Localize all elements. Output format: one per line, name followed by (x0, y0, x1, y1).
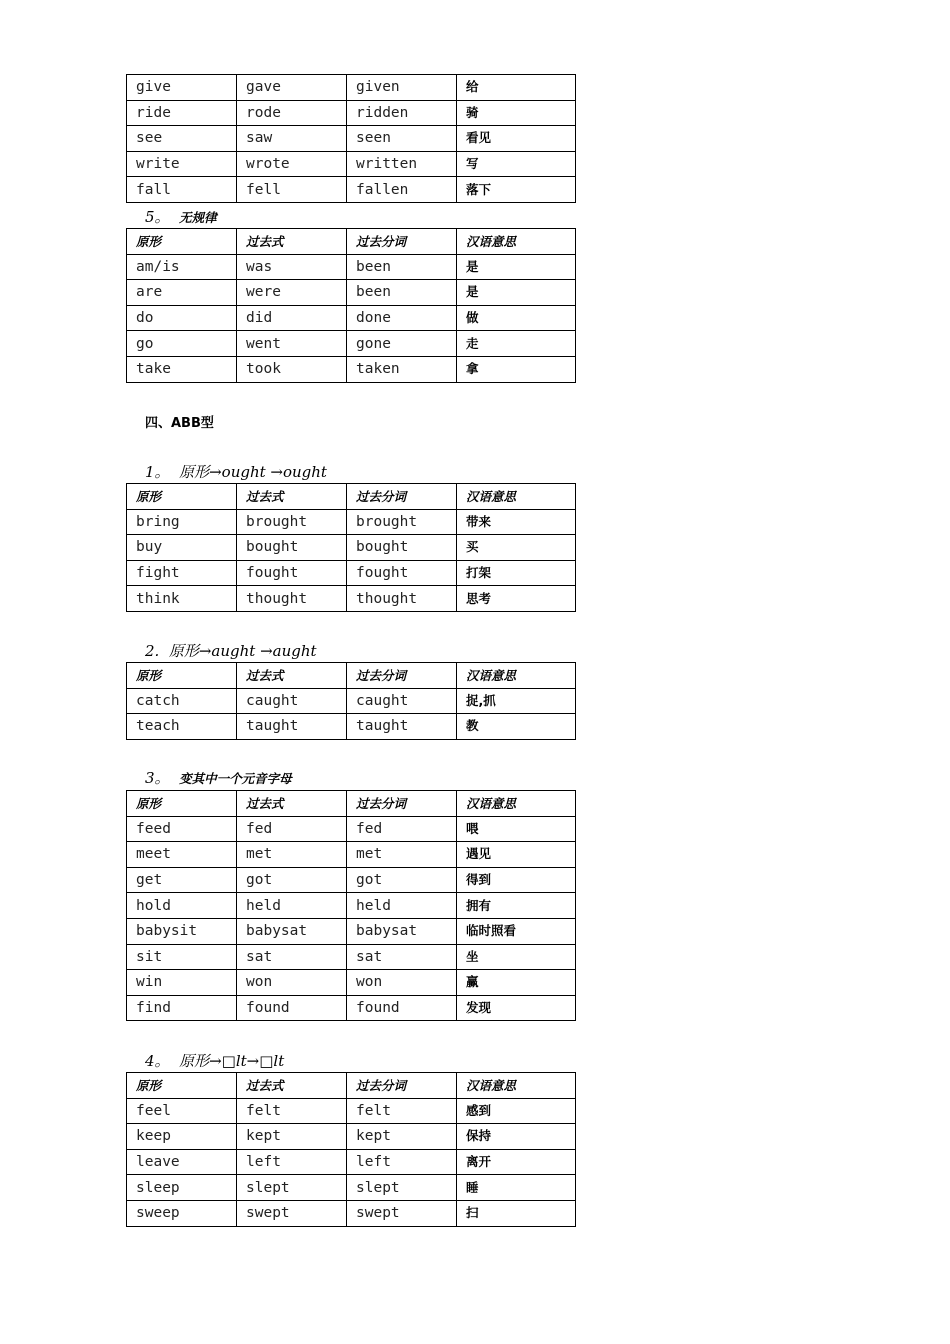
base-form-cell: go (127, 331, 237, 357)
past-participle-cell: given (347, 75, 457, 101)
table-header-row (127, 229, 576, 255)
base-form-cell: leave (127, 1149, 237, 1175)
table-row (127, 1098, 576, 1124)
verb-table-irregular (126, 228, 576, 383)
base-form-cell: bring (127, 509, 237, 535)
meaning-cell: 扫 (457, 1200, 576, 1226)
table-row (127, 75, 576, 101)
meaning-cell: 打架 (457, 560, 576, 586)
section-number: 5。 (145, 208, 170, 226)
header-base-form: 原形 (127, 484, 237, 510)
meaning-cell: 临时照看 (457, 918, 576, 944)
past-tense-cell: slept (237, 1175, 347, 1201)
base-form-cell: find (127, 995, 237, 1021)
table-row (127, 509, 576, 535)
past-participle-cell: slept (347, 1175, 457, 1201)
past-tense-cell: rode (237, 100, 347, 126)
table-row (127, 535, 576, 561)
meaning-cell: 是 (457, 254, 576, 280)
base-form-cell: sit (127, 944, 237, 970)
base-form-cell: get (127, 867, 237, 893)
header-meaning: 汉语意思 (457, 1073, 576, 1099)
meaning-cell: 捉,抓 (457, 688, 576, 714)
table-row (127, 151, 576, 177)
meaning-cell: 看见 (457, 126, 576, 152)
table-header-row (127, 663, 576, 689)
past-participle-cell: brought (347, 509, 457, 535)
meaning-cell: 给 (457, 75, 576, 101)
verb-table-vowel-change (126, 790, 576, 1021)
table-row (127, 100, 576, 126)
past-participle-cell: sat (347, 944, 457, 970)
past-tense-cell: were (237, 280, 347, 306)
header-past-participle: 过去分词 (347, 663, 457, 689)
base-form-cell: fall (127, 177, 237, 203)
past-participle-cell: done (347, 305, 457, 331)
past-participle-cell: babysat (347, 918, 457, 944)
table-row (127, 356, 576, 382)
meaning-cell: 做 (457, 305, 576, 331)
header-past-participle: 过去分词 (347, 1073, 457, 1099)
past-participle-cell: thought (347, 586, 457, 612)
past-participle-cell: caught (347, 688, 457, 714)
past-participle-cell: met (347, 842, 457, 868)
meaning-cell: 得到 (457, 867, 576, 893)
meaning-cell: 离开 (457, 1149, 576, 1175)
past-participle-cell: felt (347, 1098, 457, 1124)
base-form-cell: write (127, 151, 237, 177)
table-row (127, 944, 576, 970)
meaning-cell: 落下 (457, 177, 576, 203)
header-base-form: 原形 (127, 1073, 237, 1099)
meaning-cell: 坐 (457, 944, 576, 970)
past-participle-cell: won (347, 970, 457, 996)
table-row (127, 970, 576, 996)
table-header-row (127, 791, 576, 817)
meaning-cell: 教 (457, 714, 576, 740)
section-title: 无规律 (179, 210, 217, 225)
meaning-cell: 骑 (457, 100, 576, 126)
base-form-cell: are (127, 280, 237, 306)
past-participle-cell: got (347, 867, 457, 893)
table-row (127, 586, 576, 612)
section-number: 2. (145, 642, 160, 660)
verb-table-lt (126, 1072, 576, 1227)
past-tense-cell: bought (237, 535, 347, 561)
part-title: 四、ABB型 (145, 416, 214, 431)
table-row (127, 1124, 576, 1150)
header-past-tense: 过去式 (237, 663, 347, 689)
base-form-cell: meet (127, 842, 237, 868)
section-number: 1。 (145, 463, 170, 481)
past-tense-cell: gave (237, 75, 347, 101)
past-tense-cell: babysat (237, 918, 347, 944)
base-form-cell: hold (127, 893, 237, 919)
past-tense-cell: took (237, 356, 347, 382)
base-form-cell: am/is (127, 254, 237, 280)
past-tense-cell: met (237, 842, 347, 868)
table-row (127, 1149, 576, 1175)
base-form-cell: feed (127, 816, 237, 842)
past-participle-cell: been (347, 254, 457, 280)
section-number: 3。 (145, 769, 170, 787)
table-row (127, 254, 576, 280)
past-tense-cell: left (237, 1149, 347, 1175)
past-tense-cell: fed (237, 816, 347, 842)
meaning-cell: 发现 (457, 995, 576, 1021)
past-tense-cell: found (237, 995, 347, 1021)
past-tense-cell: wrote (237, 151, 347, 177)
table-header-row (127, 1073, 576, 1099)
table-row (127, 1175, 576, 1201)
meaning-cell: 保持 (457, 1124, 576, 1150)
meaning-cell: 拥有 (457, 893, 576, 919)
past-tense-cell: fought (237, 560, 347, 586)
header-meaning: 汉语意思 (457, 663, 576, 689)
past-tense-cell: kept (237, 1124, 347, 1150)
meaning-cell: 遇见 (457, 842, 576, 868)
header-past-tense: 过去式 (237, 484, 347, 510)
section-heading-aught (145, 640, 317, 661)
meaning-cell: 走 (457, 331, 576, 357)
past-participle-cell: found (347, 995, 457, 1021)
section-title: 变其中一个元音字母 (179, 771, 292, 786)
header-meaning: 汉语意思 (457, 484, 576, 510)
base-form-cell: teach (127, 714, 237, 740)
table-row (127, 714, 576, 740)
past-participle-cell: fallen (347, 177, 457, 203)
meaning-cell: 感到 (457, 1098, 576, 1124)
past-participle-cell: written (347, 151, 457, 177)
header-base-form: 原形 (127, 791, 237, 817)
verb-table-aught (126, 662, 576, 740)
table-row (127, 995, 576, 1021)
base-form-cell: take (127, 356, 237, 382)
past-participle-cell: been (347, 280, 457, 306)
table-row (127, 560, 576, 586)
base-form-cell: do (127, 305, 237, 331)
section-heading-irregular (145, 206, 217, 227)
verb-table-continued (126, 74, 576, 203)
table-row (127, 331, 576, 357)
past-tense-cell: held (237, 893, 347, 919)
past-participle-cell: taken (347, 356, 457, 382)
header-meaning: 汉语意思 (457, 791, 576, 817)
header-past-tense: 过去式 (237, 229, 347, 255)
section-number: 4。 (145, 1052, 170, 1070)
meaning-cell: 带来 (457, 509, 576, 535)
base-form-cell: ride (127, 100, 237, 126)
past-participle-cell: seen (347, 126, 457, 152)
section-title: 原形→□lt→□lt (179, 1052, 285, 1070)
past-tense-cell: caught (237, 688, 347, 714)
table-row (127, 816, 576, 842)
meaning-cell: 赢 (457, 970, 576, 996)
header-past-participle: 过去分词 (347, 484, 457, 510)
section-heading-ought (145, 461, 327, 482)
meaning-cell: 思考 (457, 586, 576, 612)
base-form-cell: buy (127, 535, 237, 561)
past-participle-cell: gone (347, 331, 457, 357)
past-tense-cell: saw (237, 126, 347, 152)
past-tense-cell: taught (237, 714, 347, 740)
past-tense-cell: brought (237, 509, 347, 535)
header-base-form: 原形 (127, 229, 237, 255)
past-tense-cell: sat (237, 944, 347, 970)
past-participle-cell: swept (347, 1200, 457, 1226)
past-tense-cell: thought (237, 586, 347, 612)
base-form-cell: catch (127, 688, 237, 714)
base-form-cell: give (127, 75, 237, 101)
past-tense-cell: fell (237, 177, 347, 203)
table-row (127, 893, 576, 919)
base-form-cell: think (127, 586, 237, 612)
base-form-cell: fight (127, 560, 237, 586)
verb-table-ought (126, 483, 576, 612)
meaning-cell: 是 (457, 280, 576, 306)
past-participle-cell: ridden (347, 100, 457, 126)
table-header-row (127, 484, 576, 510)
table-row (127, 688, 576, 714)
section-heading-vowel-change (145, 767, 292, 788)
section-heading-lt (145, 1050, 284, 1071)
past-participle-cell: left (347, 1149, 457, 1175)
past-tense-cell: did (237, 305, 347, 331)
past-tense-cell: felt (237, 1098, 347, 1124)
section-title: 原形→ought →ought (179, 463, 327, 481)
base-form-cell: win (127, 970, 237, 996)
past-participle-cell: fed (347, 816, 457, 842)
past-participle-cell: bought (347, 535, 457, 561)
past-tense-cell: went (237, 331, 347, 357)
past-tense-cell: was (237, 254, 347, 280)
header-past-tense: 过去式 (237, 1073, 347, 1099)
table-row (127, 126, 576, 152)
table-row (127, 918, 576, 944)
meaning-cell: 喂 (457, 816, 576, 842)
meaning-cell: 拿 (457, 356, 576, 382)
table-row (127, 280, 576, 306)
past-participle-cell: fought (347, 560, 457, 586)
past-participle-cell: kept (347, 1124, 457, 1150)
base-form-cell: sweep (127, 1200, 237, 1226)
past-tense-cell: got (237, 867, 347, 893)
base-form-cell: keep (127, 1124, 237, 1150)
past-participle-cell: held (347, 893, 457, 919)
table-row (127, 1200, 576, 1226)
table-row (127, 867, 576, 893)
table-row (127, 305, 576, 331)
past-tense-cell: swept (237, 1200, 347, 1226)
base-form-cell: babysit (127, 918, 237, 944)
table-row (127, 842, 576, 868)
meaning-cell: 睡 (457, 1175, 576, 1201)
meaning-cell: 写 (457, 151, 576, 177)
header-past-tense: 过去式 (237, 791, 347, 817)
meaning-cell: 买 (457, 535, 576, 561)
header-base-form: 原形 (127, 663, 237, 689)
past-tense-cell: won (237, 970, 347, 996)
base-form-cell: see (127, 126, 237, 152)
base-form-cell: sleep (127, 1175, 237, 1201)
past-participle-cell: taught (347, 714, 457, 740)
table-row (127, 177, 576, 203)
base-form-cell: feel (127, 1098, 237, 1124)
header-meaning: 汉语意思 (457, 229, 576, 255)
section-title: 原形→aught →aught (168, 642, 317, 660)
header-past-participle: 过去分词 (347, 791, 457, 817)
header-past-participle: 过去分词 (347, 229, 457, 255)
